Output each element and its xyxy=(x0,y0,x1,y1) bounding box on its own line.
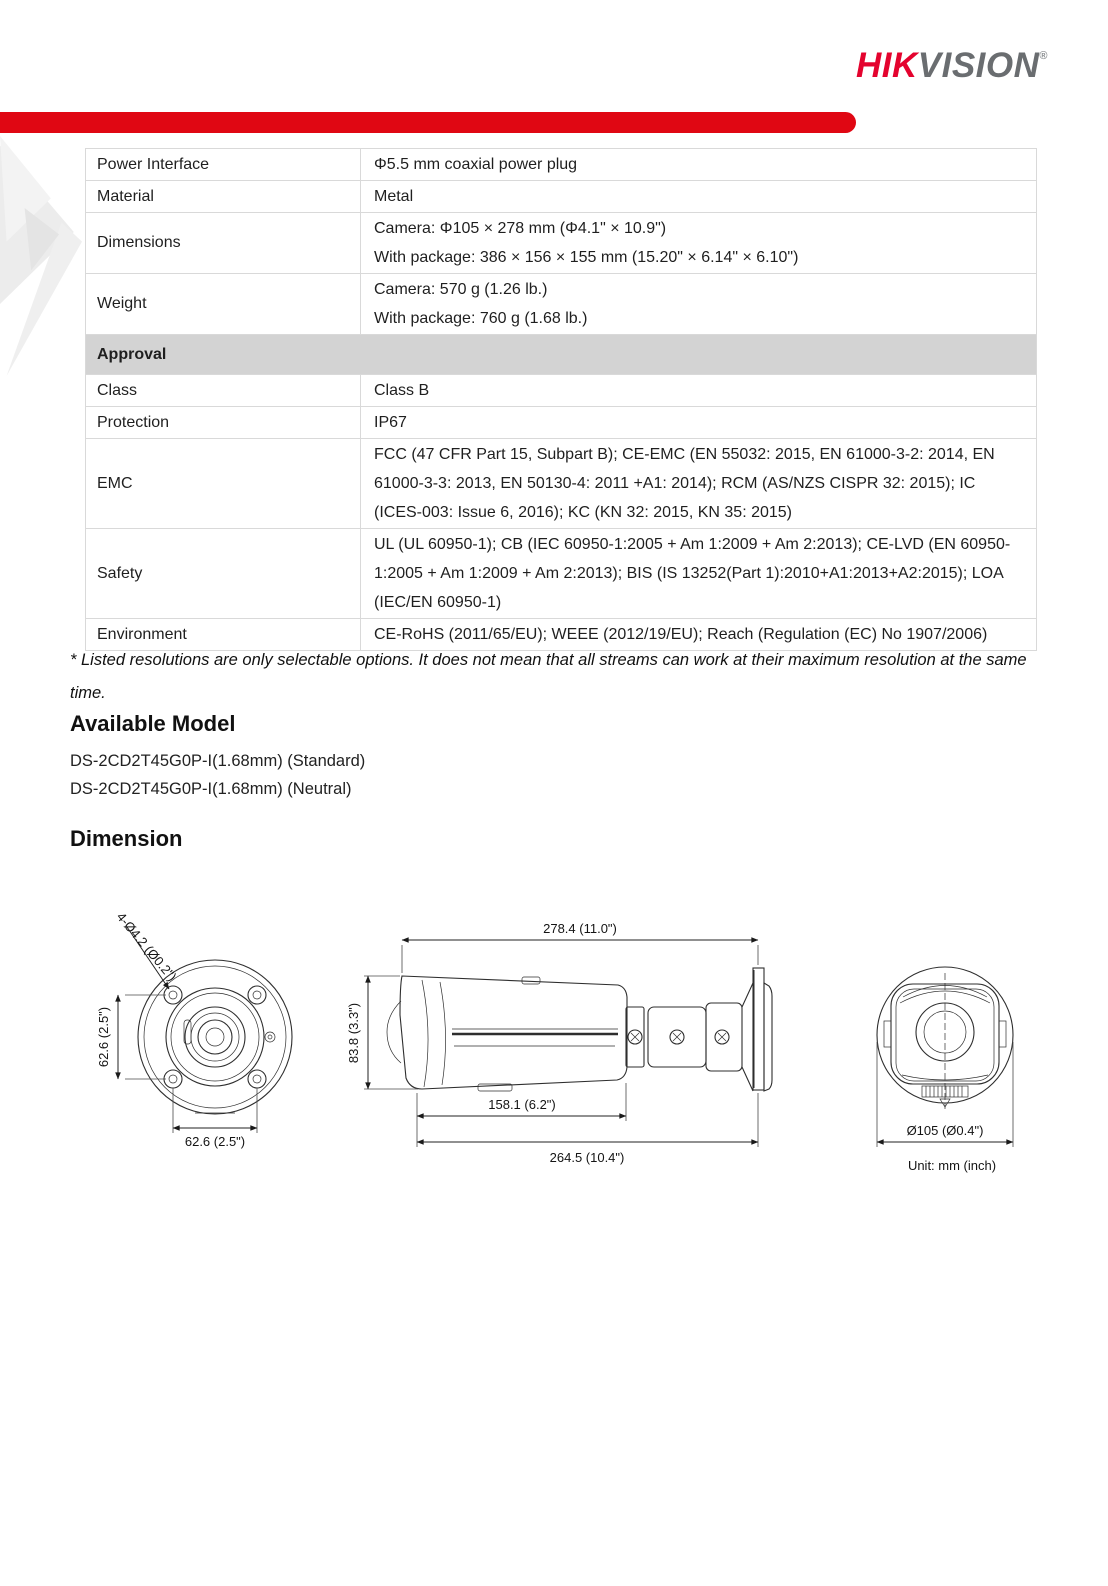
available-model-heading: Available Model xyxy=(70,711,236,736)
dim-label-rear-width: 62.6 (2.5") xyxy=(184,1134,246,1149)
watermark-shape xyxy=(0,136,82,376)
logo-hik-text: HIK xyxy=(855,46,918,85)
watermark-shape xyxy=(0,136,82,376)
spec-label: Protection xyxy=(86,407,361,438)
logo-vision-text: VISION xyxy=(917,46,1040,85)
table-row xyxy=(86,274,1036,335)
table-row xyxy=(86,213,1036,274)
spec-table xyxy=(85,148,1037,651)
spec-value: FCC (47 CFR Part 15, Subpart B); CE-EMC (EN 55032: 2015, EN 61000-3-2: 2014, EN 61000-3-3: 2013, EN 50130-4: 2011 +A1: 2014); RCM (AS/NZS CISPR 32: 2015); IC (ICES-003: Issue 6, 2016); KC (KN 32: 2015, KN 35: 2015) xyxy=(374,446,995,521)
spec-label: Power Interface xyxy=(86,149,361,180)
spec-value: With package: 760 g (1.68 lb.) xyxy=(374,310,588,327)
spec-label: Material xyxy=(86,181,361,212)
footnote: * Listed resolutions are only selectable options. It does not mean that all streams can work at their maximum resolution at the same time. xyxy=(70,651,1027,702)
watermark-shape xyxy=(0,136,82,376)
table-row xyxy=(86,407,1036,439)
front-view-drawing xyxy=(877,967,1013,1173)
table-row xyxy=(86,375,1036,407)
dim-label-body-length: 264.5 (10.4") xyxy=(549,1150,625,1165)
dim-label-total-length: 278.4 (11.0") xyxy=(543,921,617,936)
side-view-drawing xyxy=(346,921,772,1165)
table-section-header: Approval xyxy=(86,335,1036,375)
dim-label-front-length: 158.1 (6.2") xyxy=(488,1097,556,1112)
red-accent-bar xyxy=(0,112,856,133)
dimension-heading: Dimension xyxy=(70,826,183,851)
registered-mark: ® xyxy=(1039,50,1048,62)
spec-value: UL (UL 60950-1); CB (IEC 60950-1:2005 + Am 1:2009 + Am 2:2013); CE-LVD (EN 60950-1:2005 + Am 1:2009 + Am 2:2013); BIS (IS 13252(Part 1):2010+A1:2013+A2:2015); LOA (IEC/EN 60950-1) xyxy=(374,536,1011,611)
dim-label-holes: 4-Ø4.2 (Ø0.2") xyxy=(113,909,180,984)
table-row xyxy=(86,149,1036,181)
table-row xyxy=(86,181,1036,213)
spec-label: Weight xyxy=(86,274,361,334)
dim-label-rear-height: 62.6 (2.5") xyxy=(96,1006,111,1068)
table-row xyxy=(86,529,1036,619)
spec-value: Camera: Φ105 × 278 mm (Φ4.1" × 10.9") xyxy=(374,220,667,237)
spec-label: Environment xyxy=(86,619,361,650)
spec-label: Safety xyxy=(86,529,361,618)
unit-note: Unit: mm (inch) xyxy=(907,1158,997,1173)
spec-value: Class B xyxy=(374,382,430,399)
spec-value: Φ5.5 mm coaxial power plug xyxy=(374,156,578,173)
hikvision-logo xyxy=(856,46,1048,86)
table-row xyxy=(86,439,1036,529)
spec-label: Class xyxy=(86,375,361,406)
spec-label: EMC xyxy=(86,439,361,528)
dimension-drawings xyxy=(70,885,1090,1177)
dim-label-body-height: 83.8 (3.3") xyxy=(346,1002,361,1064)
spec-value: Camera: 570 g (1.26 lb.) xyxy=(374,281,548,298)
model-standard: DS-2CD2T45G0P-I(1.68mm) (Standard) xyxy=(70,752,366,770)
dim-label-front-diameter: Ø105 (Ø0.4") xyxy=(906,1123,984,1138)
spec-value: With package: 386 × 156 × 155 mm (15.20" × 6.14" × 6.10") xyxy=(374,249,799,266)
spec-label: Dimensions xyxy=(86,213,361,273)
model-neutral: DS-2CD2T45G0P-I(1.68mm) (Neutral) xyxy=(70,780,352,798)
spec-value: IP67 xyxy=(374,414,407,431)
spec-value: Metal xyxy=(374,188,414,205)
spec-value: CE-RoHS (2011/65/EU); WEEE (2012/19/EU); Reach (Regulation (EC) No 1907/2006) xyxy=(374,626,988,643)
watermark-shape xyxy=(0,136,82,376)
rear-view-drawing xyxy=(96,909,292,1149)
watermark-arrow-graphic xyxy=(0,136,82,376)
